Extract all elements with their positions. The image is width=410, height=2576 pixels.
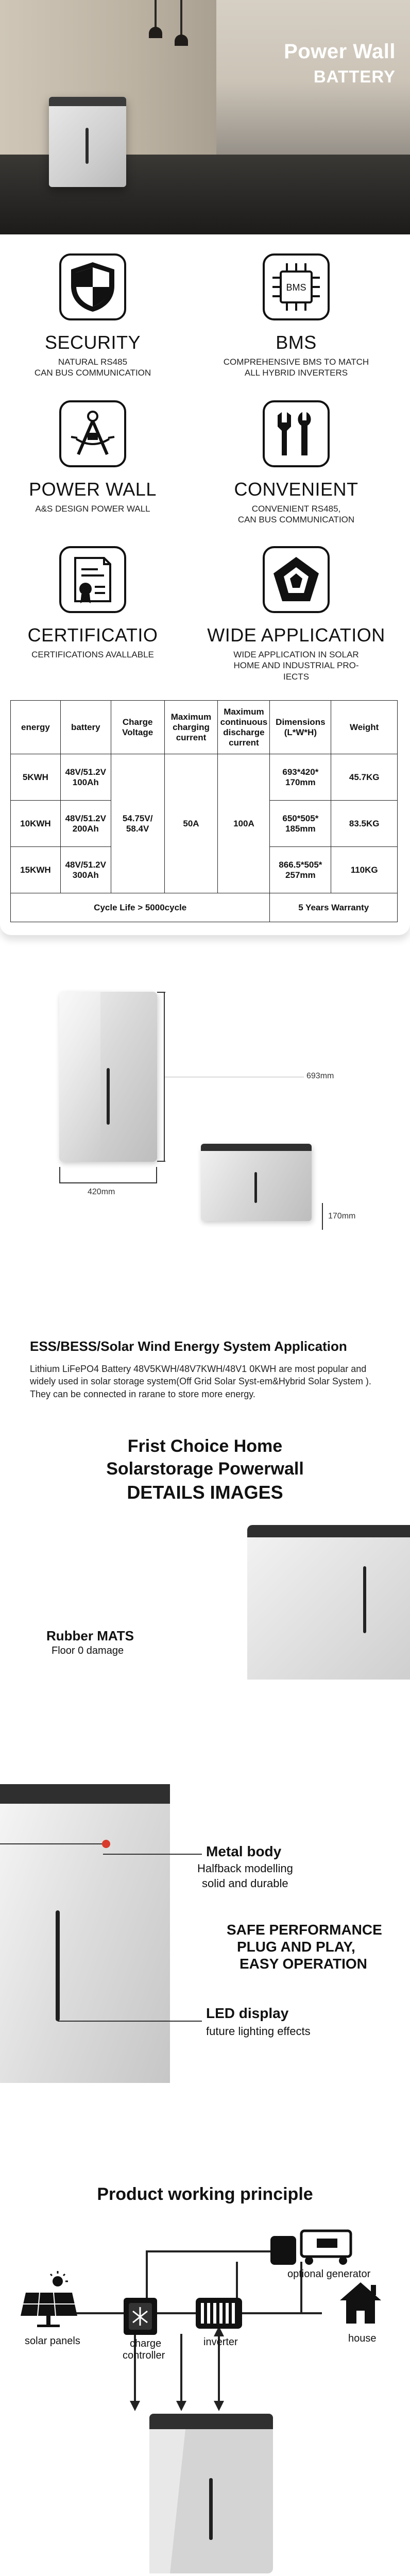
- feature-title: CONVENIENT: [234, 479, 358, 500]
- table-cell-charge-voltage: 54.75V/ 58.4V: [111, 754, 164, 893]
- feature-bms: [203, 253, 389, 379]
- hero-battery-image: [49, 97, 126, 187]
- table-cell-energy: 15KWH: [11, 847, 61, 893]
- tools-icon: [263, 400, 330, 467]
- table-cell-energy: 10KWH: [11, 801, 61, 847]
- dimensions-section: [0, 969, 410, 1247]
- feature-subtitle: WIDE APPLICATION IN SOLAR HOME AND INDUSTRIAL PRO- IECTS: [233, 650, 359, 682]
- inverter-label: inverter: [203, 2336, 238, 2348]
- table-header: battery: [60, 701, 111, 754]
- solar-panels-label: solar panels: [25, 2335, 80, 2347]
- table-footer-row: [11, 893, 398, 922]
- feature-title: BMS: [276, 332, 317, 353]
- battery-cap: [49, 97, 126, 106]
- hero-subtitle: BATTERY: [313, 67, 396, 86]
- features-card: [0, 234, 410, 935]
- table-header: Charge Voltage: [111, 701, 164, 754]
- led-display-title: LED display: [206, 2005, 289, 2021]
- charge-controller-label-2: controller: [123, 2350, 165, 2361]
- table-cell-cycle-life: Cycle Life > 5000cycle: [11, 893, 270, 922]
- battery-cap: [201, 1144, 312, 1151]
- battery-front-image: [59, 992, 157, 1162]
- feature-subtitle: CONVENIENT RS485, CAN BUS COMMUNICATION: [237, 504, 355, 525]
- compass-icon: [59, 400, 126, 467]
- table-cell-dimensions: 650*505* 185mm: [270, 801, 331, 847]
- principle-diagram: [0, 2215, 410, 2576]
- table-cell-dimensions: 866.5*505* 257mm: [270, 847, 331, 893]
- feature-wide-application: [203, 546, 389, 682]
- depth-dimension-label: 170mm: [328, 1212, 356, 1221]
- solar-panel-icon: [21, 2271, 77, 2327]
- ess-title: ESS/BESS/Solar Wind Energy System Application: [30, 1338, 347, 1354]
- battery-led: [107, 1068, 110, 1125]
- hero-lamp-shade: [149, 27, 162, 38]
- feature-title: SECURITY: [44, 332, 141, 353]
- feature-subtitle: NATURAL RS485 CAN BUS COMMUNICATION: [34, 357, 151, 378]
- led-display-subtitle: future lighting effects: [206, 2025, 311, 2038]
- house-icon: [340, 2282, 381, 2324]
- feature-title: CERTIFICATIO: [27, 624, 158, 646]
- feature-subtitle: CERTIFICATIONS AVALLABLE: [31, 650, 154, 659]
- metal-body-marker: [102, 1840, 110, 1848]
- charge-controller-icon: [124, 2298, 157, 2335]
- hero-lamp-shade: [175, 35, 188, 46]
- feature-power-wall: [0, 400, 185, 514]
- feature-certification: [0, 546, 185, 660]
- bms-chip-icon: [263, 253, 330, 320]
- generator-icon: [270, 2231, 351, 2265]
- table-cell-warranty: 5 Years Warranty: [270, 893, 398, 922]
- hero-title: Power Wall: [284, 40, 396, 63]
- table-header: Maximum continuous discharge current: [218, 701, 270, 754]
- hero-lamp: [155, 0, 157, 28]
- charge-controller-label-1: charge: [130, 2338, 162, 2349]
- safe-performance-line2: PLUG AND PLAY,: [237, 1939, 355, 1955]
- feature-title: WIDE APPLICATION: [207, 624, 385, 646]
- details-heading-line1: Frist Choice Home: [127, 1436, 283, 1456]
- table-cell-battery: 48V/51.2V 300Ah: [60, 847, 111, 893]
- table-cell-battery: 48V/51.2V 200Ah: [60, 801, 111, 847]
- battery-led: [56, 1910, 60, 2021]
- table-header: energy: [11, 701, 61, 754]
- inverter-icon: [196, 2298, 242, 2329]
- table-row: [11, 754, 398, 801]
- table-cell-battery: 48V/51.2V 100Ah: [60, 754, 111, 801]
- metal-body-subtitle: Halfback modelling: [197, 1862, 293, 1875]
- recommended-battery-icon: [149, 2414, 273, 2573]
- battery-led: [363, 1566, 366, 1633]
- height-dimension-label: 693mm: [306, 1072, 334, 1080]
- shield-icon: [59, 253, 126, 320]
- certificate-icon: [59, 546, 126, 613]
- table-cell-weight: 83.5KG: [331, 801, 398, 847]
- hero-lamp: [180, 0, 182, 36]
- battery-led: [254, 1172, 257, 1203]
- battery-side-image: [201, 1144, 312, 1221]
- pentagon-icon: [263, 546, 330, 613]
- table-header: Maximum charging current: [164, 701, 218, 754]
- rubber-mats-title: Rubber MATS: [46, 1628, 134, 1643]
- optional-generator-label: optional generator: [287, 2268, 371, 2280]
- table-cell-energy: 5KWH: [11, 754, 61, 801]
- details-heading-line3: DETAILS IMAGES: [127, 1482, 283, 1503]
- rubber-mats-battery-image: [247, 1525, 410, 1680]
- table-cell-max-discharge: 100A: [218, 754, 270, 893]
- safe-performance-line3: EASY OPERATION: [240, 1956, 367, 1972]
- details-heading-line2: Solarstorage Powerwall: [106, 1459, 304, 1479]
- width-dimension-label: 420mm: [88, 1188, 115, 1196]
- bms-icon-text: BMS: [286, 282, 306, 293]
- table-cell-dimensions: 693*420* 170mm: [270, 754, 331, 801]
- safe-performance-line1: SAFE PERFORMANCE: [227, 1922, 382, 1938]
- metal-body-subtitle: solid and durable: [202, 1877, 288, 1890]
- table-header: Weight: [331, 701, 398, 754]
- principle-title: Product working principle: [97, 2184, 313, 2204]
- width-dimension-line: [59, 1182, 157, 1183]
- feature-security: [0, 253, 185, 379]
- table-cell-weight: 110KG: [331, 847, 398, 893]
- hero-banner: [0, 0, 410, 234]
- table-cell-weight: 45.7KG: [331, 754, 398, 801]
- table-cell-max-charging: 50A: [164, 754, 218, 893]
- feature-convenient: [203, 400, 389, 526]
- spec-table: [10, 700, 398, 922]
- table-header-row: [11, 701, 398, 754]
- feature-title: POWER WALL: [29, 479, 157, 500]
- ess-body: Lithium LiFePO4 Battery 48V5KWH/48V7KWH/48V1 0KWH are most popular and widely used in solar storage system(Off Grid Solar Syst-em&Hybrid Solar System ). They can be connected in rarane to store more energy.: [30, 1364, 371, 1399]
- battery-closeup-image: [0, 1784, 170, 2083]
- feature-subtitle: COMPREHENSIVE BMS TO MATCH ALL HYBRID INVERTERS: [223, 357, 369, 378]
- rubber-mats-subtitle: Floor 0 damage: [52, 1645, 124, 1656]
- depth-dimension-line: [322, 1203, 323, 1230]
- house-label: house: [348, 2333, 377, 2344]
- metal-body-title: Metal body: [206, 1843, 282, 1859]
- table-header: Dimensions (L*W*H): [270, 701, 331, 754]
- feature-subtitle: A&S DESIGN POWER WALL: [35, 504, 150, 514]
- battery-led: [86, 128, 89, 164]
